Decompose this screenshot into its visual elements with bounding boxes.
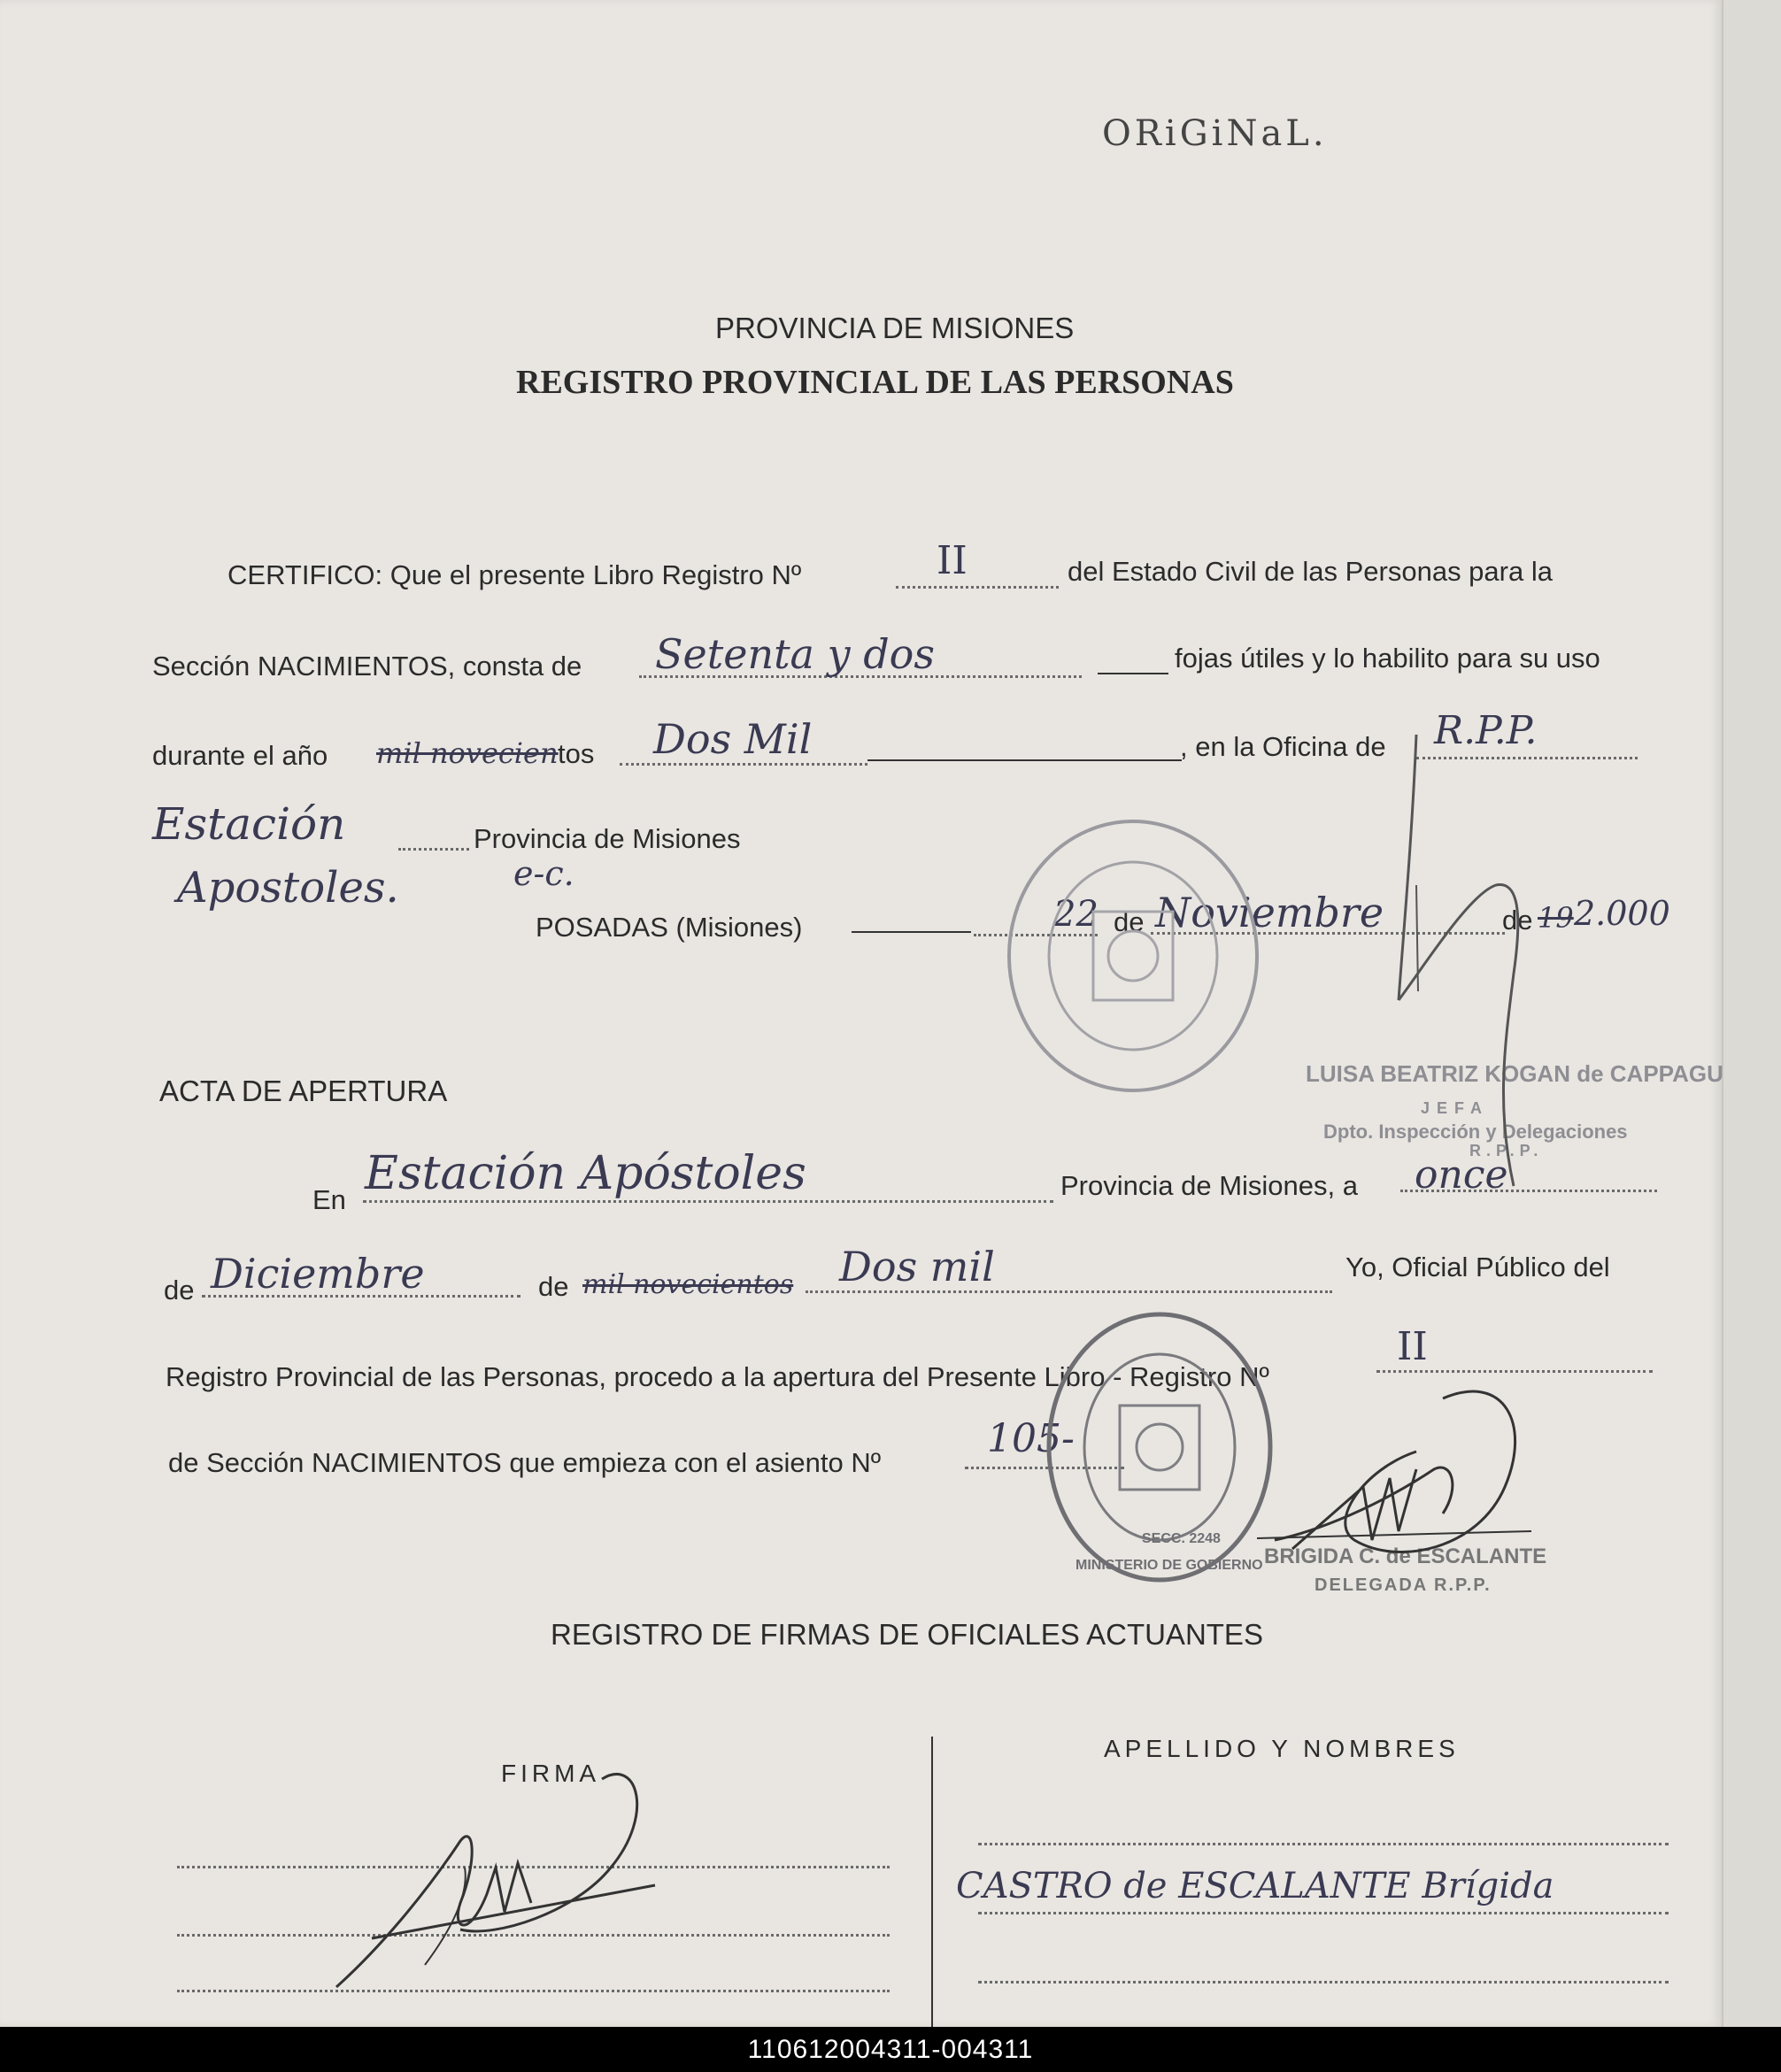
stamp-jefa-title: JEFA <box>1421 1099 1490 1117</box>
hand-apostoles: Apostoles. <box>177 863 399 913</box>
certifico-line2-a: Sección NACIMIENTOS, consta de <box>152 651 582 682</box>
header-registry: REGISTRO PROVINCIAL DE LAS PERSONAS <box>516 364 1234 401</box>
dotted-field <box>363 1200 1053 1203</box>
certifico-line2-b: fojas útiles y lo habilito para su uso <box>1175 643 1600 674</box>
dotted-field <box>896 586 1059 589</box>
acta-line1-b: Provincia de Misiones, a <box>1060 1170 1358 1201</box>
hand-once: once <box>1415 1152 1508 1198</box>
underline <box>852 931 971 933</box>
certifico-line1-b: del Estado Civil de las Personas para la <box>1068 556 1553 587</box>
hand-month: Noviembre <box>1155 889 1384 936</box>
certifico-line1-a: CERTIFICO: Que el presente Libro Registro Nº <box>227 559 802 590</box>
dotted-field <box>806 1290 1332 1293</box>
certifico-line6-de2: de <box>1502 905 1533 936</box>
certifico-line3-b: , en la Oficina de <box>1180 731 1386 762</box>
firmas-col-nombres: APELLIDO Y NOMBRES <box>1104 1735 1460 1762</box>
hand-estacion-apostoles: Estación Apóstoles <box>365 1147 806 1200</box>
acta-line4-a: de Sección NACIMIENTOS que empieza con el asiento Nº <box>168 1447 882 1478</box>
acta-title: ACTA DE APERTURA <box>159 1075 448 1107</box>
acta-line2-b: de <box>538 1271 569 1302</box>
acta-line1-a: En <box>312 1184 346 1215</box>
signature-jefa <box>1363 708 1593 1204</box>
hand-day: 22 <box>1053 894 1099 935</box>
hand-year-words: Dos Mil <box>653 715 813 763</box>
page-edge <box>1722 0 1781 2027</box>
footer-document-id: 110612004311-004311 <box>0 2027 1781 2072</box>
certifico-line6-a: POSADAS (Misiones) <box>536 912 803 943</box>
hand-asiento: 105- <box>987 1416 1075 1461</box>
hand-oficina: R.P.P. <box>1434 708 1538 753</box>
name-line <box>978 1912 1669 1914</box>
struck-19: 19 <box>1538 901 1574 935</box>
dotted-field <box>620 763 867 766</box>
stamp-delegada-name: BRIGIDA C. de ESCALANTE <box>1264 1544 1547 1568</box>
hand-estacion: Estación <box>152 798 346 850</box>
struck-mil-novecientos: mil novecientos <box>582 1269 794 1300</box>
underline <box>867 759 1182 761</box>
struck-text: mil novecien <box>376 736 559 770</box>
official-seal-upper <box>1000 814 1266 1098</box>
dotted-field <box>398 848 469 851</box>
stamp-jefa-name: LUISA BEATRIZ KOGAN de CAPPAGU <box>1306 1060 1723 1087</box>
firmas-title: REGISTRO DE FIRMAS DE OFICIALES ACTUANTES <box>551 1618 1263 1651</box>
stamp-jefa-org: R.P.P. <box>1469 1142 1544 1159</box>
firmas-col-firma: FIRMA <box>501 1760 601 1787</box>
acta-line2-c: Yo, Oficial Público del <box>1345 1252 1610 1282</box>
acta-line3-a: Registro Provincial de las Personas, procedo a la apertura del Presente Libro - Registro Nº <box>166 1361 1269 1392</box>
certifico-line6-de: de <box>1114 906 1145 937</box>
hand-year: 2.000 <box>1574 894 1670 933</box>
certifico-line4-b: Provincia de Misiones <box>474 823 741 854</box>
certifico-line3-a2: tos <box>558 738 595 769</box>
signature-official <box>319 1761 690 2000</box>
hand-dos-mil: Dos mil <box>839 1243 995 1290</box>
hand-fojas: Setenta y dos <box>655 630 935 678</box>
seal-code: SECC. 2248 <box>1142 1531 1221 1546</box>
column-divider <box>931 1737 933 2027</box>
name-line <box>978 1843 1669 1845</box>
signature-delegada <box>1239 1363 1558 1593</box>
hand-diciembre: Diciembre <box>211 1250 425 1298</box>
hand-ec: e-c. <box>513 854 574 893</box>
hand-libro-number-2: II <box>1397 1324 1428 1369</box>
underline <box>1098 673 1168 674</box>
acta-line2-a: de <box>164 1275 195 1306</box>
annotation-original: ORiGiNaL. <box>1102 113 1328 154</box>
stamp-delegada-title: DELEGADA R.P.P. <box>1315 1575 1492 1595</box>
hand-libro-number: II <box>937 538 968 583</box>
seal-bottom-text: MINISTERIO DE GOBIERNO <box>1076 1558 1263 1573</box>
stamp-jefa-dept: Dpto. Inspección y Delegaciones <box>1323 1121 1628 1143</box>
name-line <box>978 1981 1669 1983</box>
certifico-line3-a: durante el año <box>152 740 328 771</box>
hand-official-name: CASTRO de ESCALANTE Brígida <box>956 1866 1554 1906</box>
header-province: PROVINCIA DE MISIONES <box>715 312 1075 344</box>
